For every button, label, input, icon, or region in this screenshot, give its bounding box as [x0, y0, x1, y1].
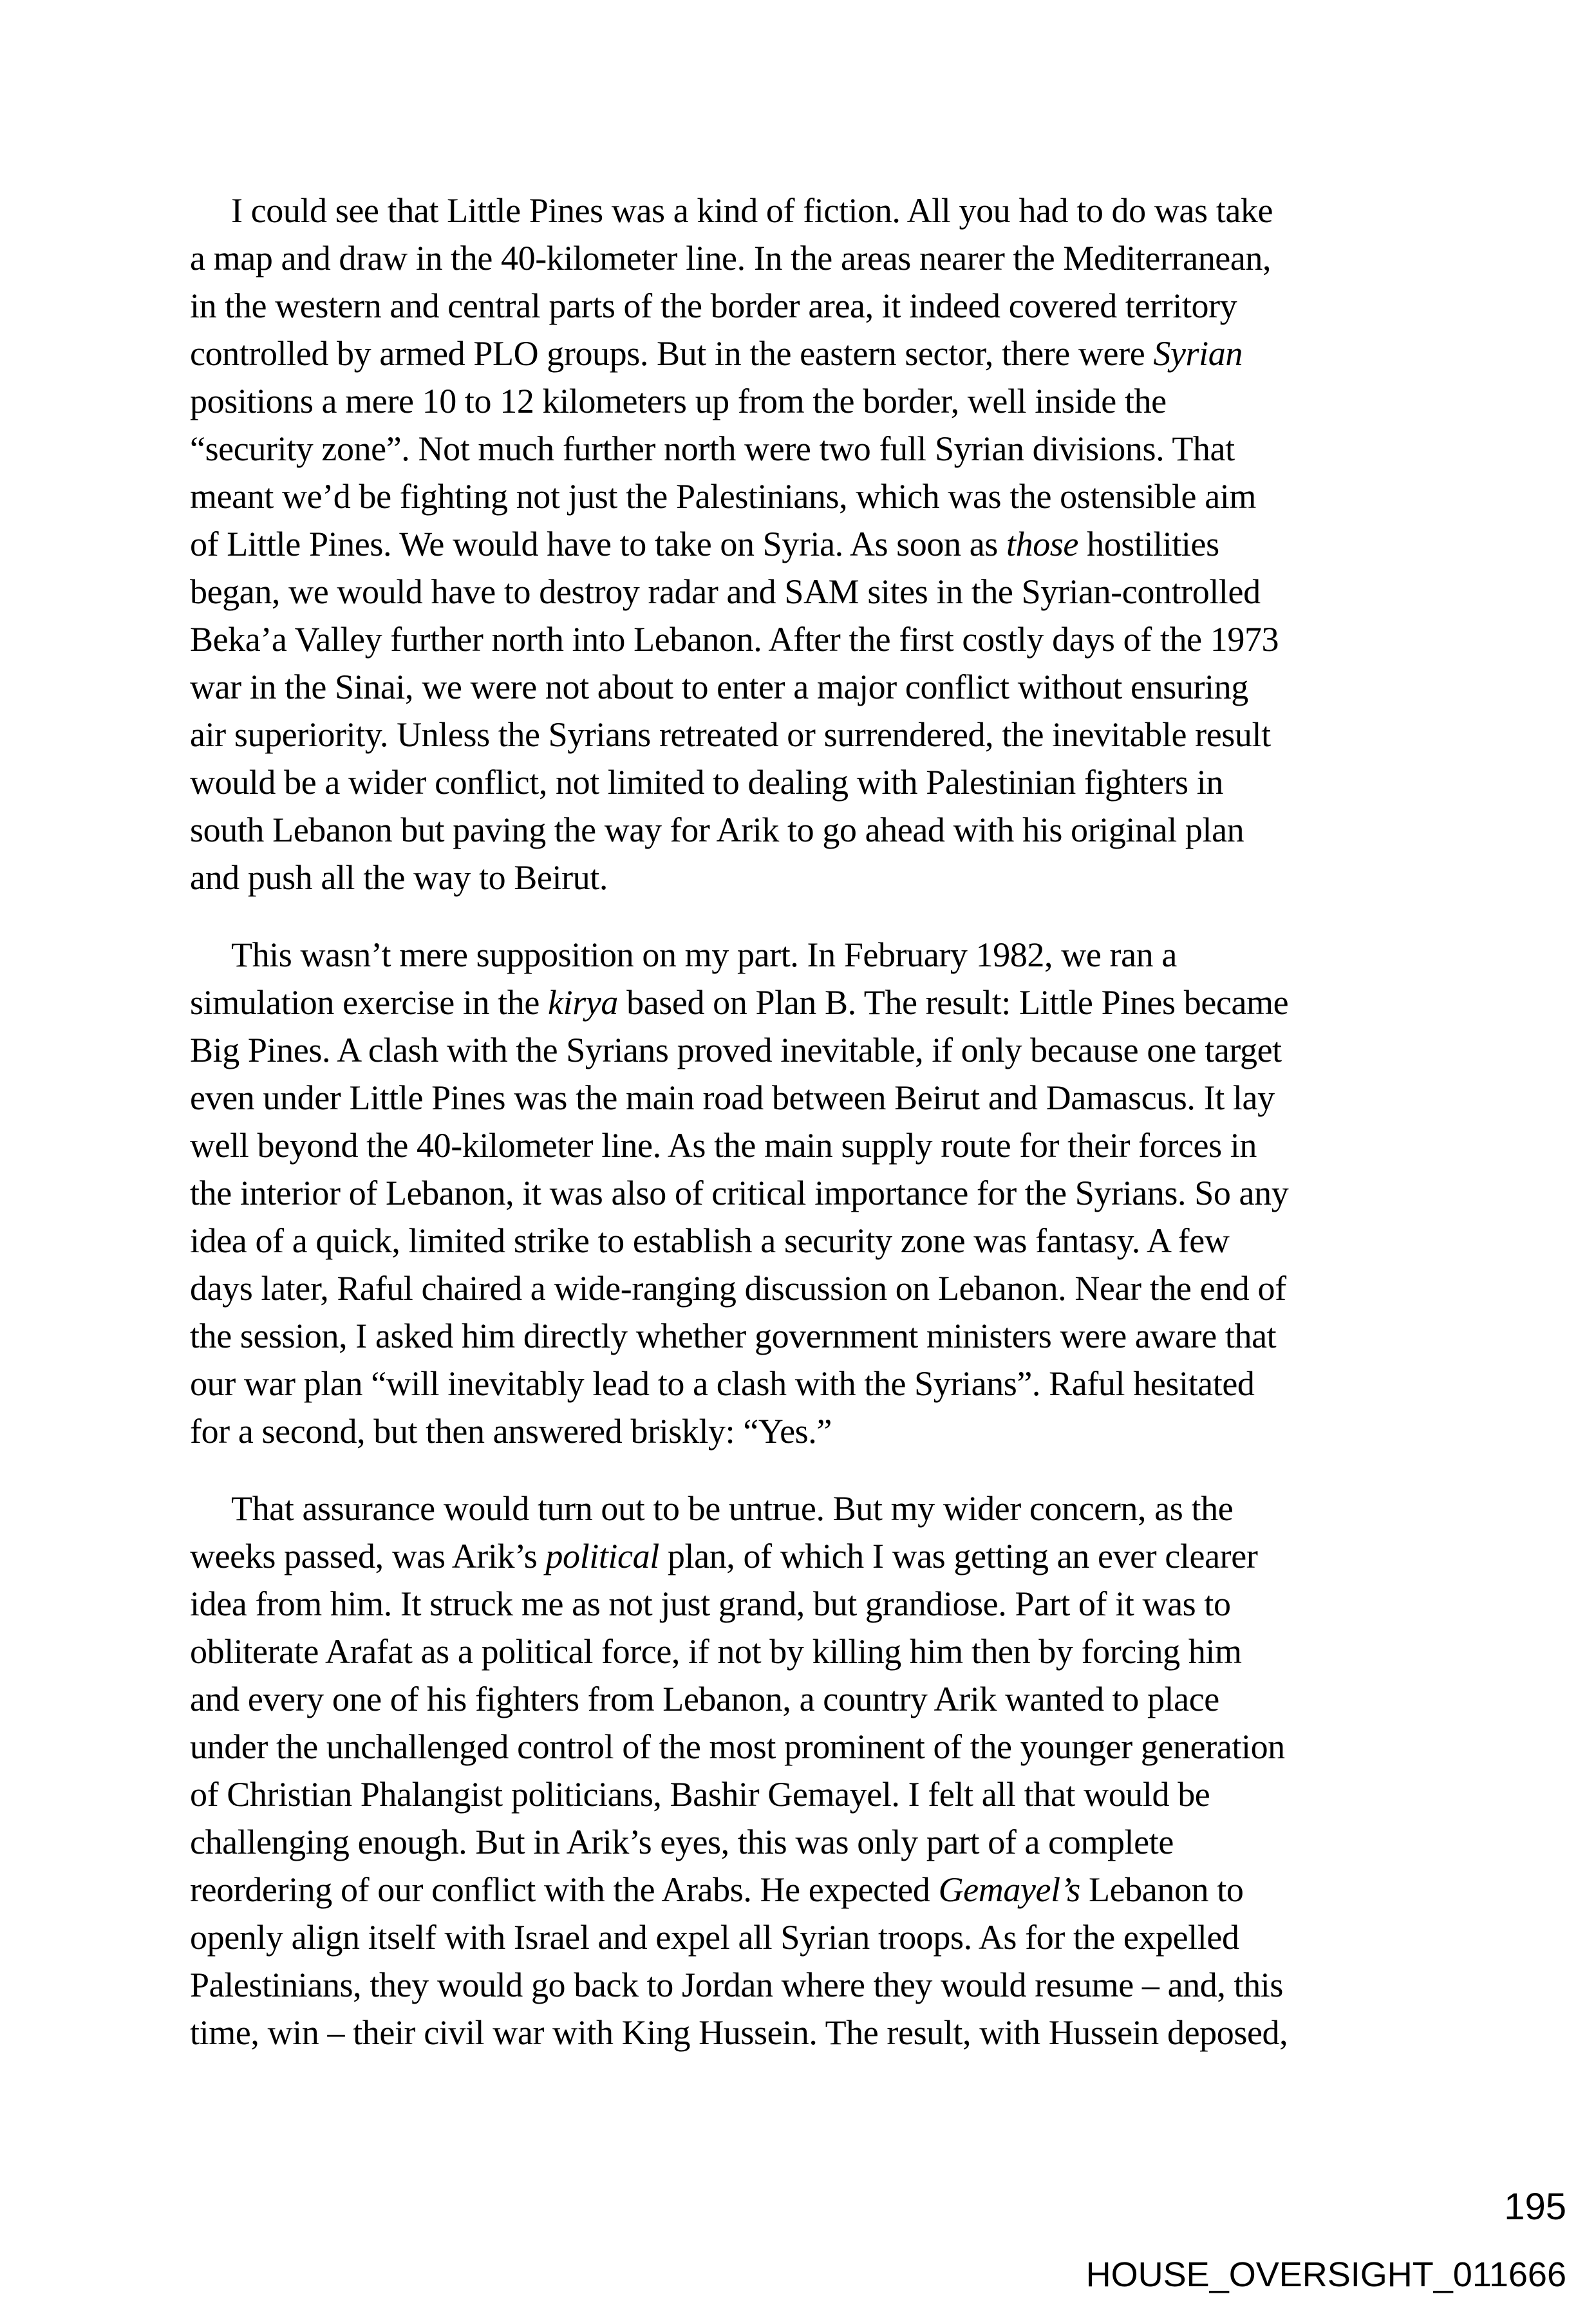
text-run: under the unchallenged control of the most prominent of the younger generation: [190, 1727, 1285, 1766]
text-run: and every one of his fighters from Lebanon, a country Arik wanted to place: [190, 1680, 1219, 1718]
text-run: air superiority. Unless the Syrians retreated or surrendered, the inevitable result: [190, 715, 1271, 754]
text-run: days later, Raful chaired a wide-ranging discussion on Lebanon. Near the end of: [190, 1269, 1286, 1308]
text-line: [190, 187, 1458, 234]
italic-text-run: those: [1006, 525, 1078, 563]
text-run: positions a mere 10 to 12 kilometers up from the border, well inside the: [190, 382, 1167, 420]
text-run: obliterate Arafat as a political force, if not by killing him then by forcing him: [190, 1632, 1242, 1671]
text-line: [190, 1360, 1458, 1407]
text-run: and push all the way to Beirut.: [190, 858, 608, 897]
body-text: [190, 187, 1458, 2056]
paragraph: [190, 187, 1458, 901]
paragraph: [190, 931, 1458, 1455]
text-line: [190, 1771, 1458, 1818]
text-line: [190, 330, 1458, 377]
text-run: idea of a quick, limited strike to establish a security zone was fantasy. A few: [190, 1221, 1230, 1260]
text-line: [190, 425, 1458, 473]
text-run: I could see that Little Pines was a kind of fiction. All you had to do was take: [231, 191, 1273, 230]
text-run: controlled by armed PLO groups. But in the eastern sector, there were: [190, 334, 1154, 373]
text-run: “security zone”. Not much further north were two full Syrian divisions. That: [190, 429, 1235, 468]
text-line: [190, 1026, 1458, 1074]
text-run: of Christian Phalangist politicians, Bashir Gemayel. I felt all that would be: [190, 1775, 1210, 1814]
text-run: Lebanon to: [1080, 1870, 1244, 1909]
text-run: weeks passed, was Arik’s: [190, 1537, 546, 1575]
text-run: This wasn’t mere supposition on my part. In February 1982, we ran a: [231, 935, 1177, 974]
text-run: reordering of our conflict with the Arabs. He expected: [190, 1870, 939, 1909]
text-line: [190, 854, 1458, 901]
text-run: That assurance would turn out to be untrue. But my wider concern, as the: [231, 1489, 1234, 1528]
text-run: south Lebanon but paving the way for Arik to go ahead with his original plan: [190, 811, 1244, 849]
text-run: meant we’d be fighting not just the Palestinians, which was the ostensible aim: [190, 477, 1256, 516]
text-line: [190, 568, 1458, 616]
text-run: Palestinians, they would go back to Jordan where they would resume – and, this: [190, 1966, 1283, 2004]
italic-text-run: political: [545, 1537, 659, 1575]
text-line: [190, 1485, 1458, 1532]
text-line: [190, 1312, 1458, 1360]
text-line: [190, 1628, 1458, 1675]
text-line: [190, 979, 1458, 1026]
text-line: [190, 1122, 1458, 1169]
text-run: Beka’a Valley further north into Lebanon. After the first costly days of the 1973: [190, 620, 1279, 659]
text-run: time, win – their civil war with King Hussein. The result, with Hussein deposed,: [190, 2013, 1288, 2052]
text-line: [190, 663, 1458, 711]
italic-text-run: Syrian: [1153, 334, 1243, 373]
text-run: simulation exercise in the: [190, 983, 549, 1022]
text-run: a map and draw in the 40-kilometer line. In the areas nearer the Mediterranean,: [190, 239, 1272, 277]
text-run: would be a wider conflict, not limited to dealing with Palestinian fighters in: [190, 763, 1223, 802]
text-run: the session, I asked him directly whether government ministers were aware that: [190, 1317, 1277, 1355]
text-line: [190, 1913, 1458, 1961]
text-run: our war plan “will inevitably lead to a clash with the Syrians”. Raful hesitated: [190, 1364, 1255, 1403]
text-line: [190, 1169, 1458, 1217]
text-line: [190, 1407, 1458, 1455]
text-run: openly align itself with Israel and expel all Syrian troops. As for the expelled: [190, 1918, 1239, 1957]
text-line: [190, 473, 1458, 520]
text-line: [190, 1818, 1458, 1866]
text-line: [190, 1532, 1458, 1580]
text-run: the interior of Lebanon, it was also of critical importance for the Syrians. So any: [190, 1174, 1289, 1212]
italic-text-run: Gemayel’s: [938, 1870, 1080, 1909]
italic-text-run: kirya: [548, 983, 619, 1022]
text-line: [190, 616, 1458, 663]
text-line: [190, 1074, 1458, 1122]
text-run: in the western and central parts of the border area, it indeed covered territory: [190, 287, 1237, 325]
text-run: plan, of which I was getting an ever clearer: [659, 1537, 1258, 1575]
text-line: [190, 377, 1458, 425]
text-line: [190, 1723, 1458, 1771]
text-line: [190, 1264, 1458, 1312]
text-line: [190, 1961, 1458, 2009]
text-run: challenging enough. But in Arik’s eyes, this was only part of a complete: [190, 1823, 1174, 1861]
text-line: [190, 711, 1458, 758]
text-line: [190, 1866, 1458, 1913]
text-line: [190, 1675, 1458, 1723]
text-line: [190, 234, 1458, 282]
text-run: of Little Pines. We would have to take on Syria. As soon as: [190, 525, 1006, 563]
page-number: 195: [1504, 2186, 1566, 2228]
text-line: [190, 1217, 1458, 1264]
paragraph: [190, 1485, 1458, 2056]
text-run: hostilities: [1078, 525, 1219, 563]
text-line: [190, 758, 1458, 806]
text-run: based on Plan B. The result: Little Pines became: [618, 983, 1289, 1022]
text-line: [190, 520, 1458, 568]
text-run: well beyond the 40-kilometer line. As the main supply route for their forces in: [190, 1126, 1257, 1165]
text-run: for a second, but then answered briskly: “Yes.”: [190, 1412, 832, 1451]
text-run: war in the Sinai, we were not about to enter a major conflict without ensuring: [190, 668, 1248, 706]
text-run: even under Little Pines was the main road between Beirut and Damascus. It lay: [190, 1078, 1275, 1117]
text-run: began, we would have to destroy radar and SAM sites in the Syrian-controlled: [190, 572, 1261, 611]
text-line: [190, 2009, 1458, 2056]
bates-stamp: HOUSE_OVERSIGHT_011666: [1085, 2255, 1566, 2294]
text-run: Big Pines. A clash with the Syrians proved inevitable, if only because one target: [190, 1031, 1282, 1069]
text-line: [190, 806, 1458, 854]
text-line: [190, 1580, 1458, 1628]
text-line: [190, 931, 1458, 979]
text-line: [190, 282, 1458, 330]
text-run: idea from him. It struck me as not just grand, but grandiose. Part of it was to: [190, 1584, 1231, 1623]
